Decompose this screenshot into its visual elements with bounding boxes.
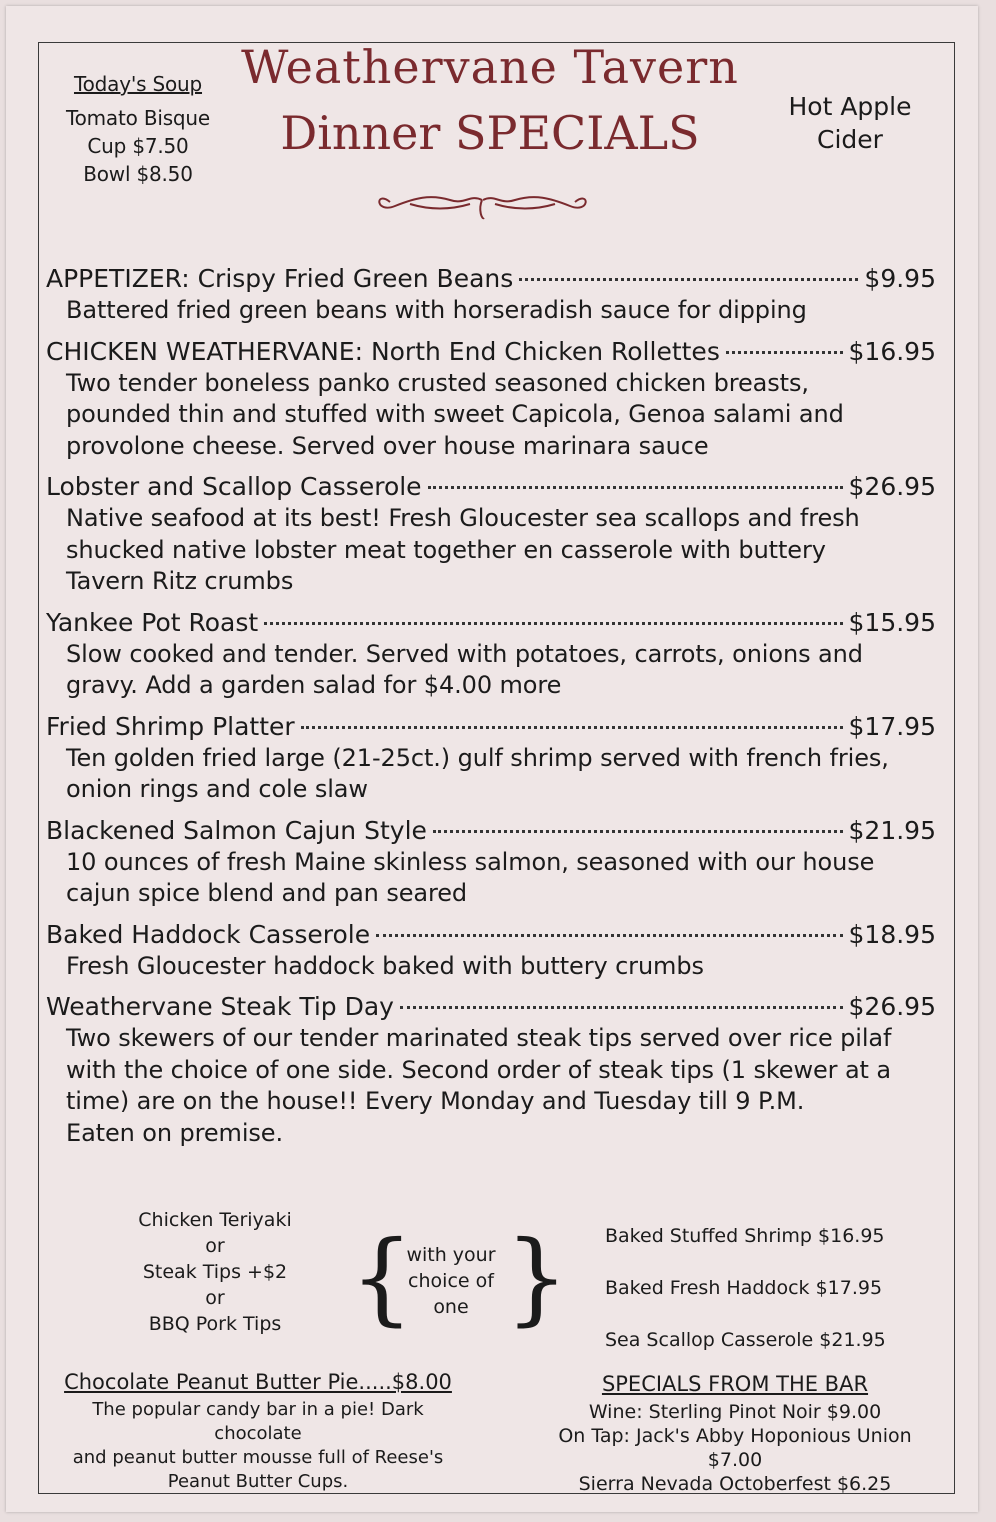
menu-item-description: with the choice of one side. Second order of steak tips (1 skewer at a [66,1055,892,1084]
menu-item-description: Tavern Ritz crumbs [66,567,294,595]
menu-item-price: $26.95 [848,472,936,501]
menu-item-name: Yankee Pot Roast [46,607,259,637]
dessert-desc-1: The popular candy bar in a pie! Dark chocolate [92,1399,424,1444]
dot-leader [376,934,842,937]
menu-item [46,470,936,598]
menu-item-description: Battered fried green beans with horseradish sauce for dipping [66,296,807,324]
seafood-option: Baked Stuffed Shrimp $16.95 [605,1225,885,1247]
menu-item-description: cajun spice blend and pan seared [66,879,468,907]
bar-line-3: Sierra Nevada Octoberfest $6.25 [578,1473,892,1495]
menu-item-row [46,335,936,368]
option-line: or [205,1287,225,1309]
dessert-special [48,1370,468,1494]
menu-item-row [46,262,936,295]
menu-item-description: pounded thin and stuffed with sweet Capicola, Genoa salami and [66,400,844,428]
soup-heading: Today's Soup [73,72,203,96]
menu-item-description: Ten golden fried large (21-25ct.) gulf shrimp served with french fries, [66,743,889,772]
drink-line-1: Hot Apple [788,92,912,121]
choice-note-line: choice of [408,1270,494,1292]
menu-item-name: APPETIZER: Crispy Fried Green Beans [46,264,514,293]
menu-item-price: $9.95 [864,264,936,293]
menu-item-description: Two skewers of our tender marinated steak tips served over rice pilaf [66,1024,892,1052]
restaurant-name: Weathervane Tavern [241,40,739,94]
menu-item-name: CHICKEN WEATHERVANE: North End Chicken Rollettes [46,336,720,366]
dot-leader [301,726,843,729]
menu-item-name: Weathervane Steak Tip Day [46,992,394,1021]
dessert-heading: Chocolate Peanut Butter Pie.....$8.00 [64,1370,452,1394]
menu-item-description: Native seafood at its best! Fresh Gloucester sea scallops and fresh [66,504,860,532]
menu-item-row [46,990,936,1023]
flourish-ornament-icon [370,180,595,225]
menu-item [46,814,936,910]
menu-item-description: Fresh Gloucester haddock baked with buttery crumbs [66,951,704,980]
menu-item-description: Slow cooked and tender. Served with potatoes, carrots, onions and [66,639,863,668]
dot-leader [428,486,843,489]
dessert-desc-3: Peanut Butter Cups. [167,1471,349,1492]
right-brace: } [505,1219,569,1336]
seafood-option: Sea Scallop Casserole $21.95 [605,1329,886,1351]
menu-item-name: Lobster and Scallop Casserole [46,472,422,501]
menu-item-name: Fried Shrimp Platter [46,711,295,741]
choice-note-line: with your [406,1244,496,1266]
menu-item-description: shucked native lobster meat together en casserole with buttery [66,535,826,564]
steak-tip-options [110,1207,320,1337]
menu-item [46,918,936,983]
menu-item [46,990,936,1149]
menu-item-row [46,606,936,639]
menu-item [46,606,936,702]
specials-list [46,262,936,1157]
menu-item-description: onion rings and cole slaw [66,775,368,803]
specials-heading: Dinner SPECIALS [280,106,700,160]
menu-item [46,335,936,463]
choice-note [395,1242,507,1320]
option-line: Chicken Teriyaki [138,1209,292,1231]
menu-item-price: $16.95 [848,336,936,366]
soup-bowl-price: Bowl $8.50 [83,162,193,186]
option-line: BBQ Pork Tips [148,1313,282,1335]
menu-item-description: time) are on the house!! Every Monday and Tuesday till 9 P.M. [66,1087,805,1115]
menu-item-price: $18.95 [848,919,936,949]
menu-item-name: Blackened Salmon Cajun Style [46,815,427,845]
seafood-option: Baked Fresh Haddock $17.95 [605,1277,883,1299]
dot-leader [726,351,843,354]
menu-item [46,710,936,806]
menu-title [230,36,750,168]
menu-item-description: Eaten on premise. [66,1118,283,1147]
menu-item-price: $26.95 [848,992,936,1021]
menu-item-description: gravy. Add a garden salad for $4.00 more [66,671,562,699]
seafood-options [585,1210,915,1366]
bar-line-1: Wine: Sterling Pinot Noir $9.00 [588,1401,882,1423]
left-brace: { [350,1219,414,1336]
menu-item-price: $17.95 [848,711,936,741]
menu-item-name: Baked Haddock Casserole [46,919,371,949]
menu-item-row [46,710,936,743]
soup-name: Tomato Bisque [65,106,210,130]
dot-leader [519,278,858,281]
choice-note-line: one [433,1296,469,1318]
dessert-desc-2: and peanut butter mousse full of Reese's [72,1447,444,1468]
dot-leader [433,830,843,833]
option-line: or [205,1235,225,1257]
option-line: Steak Tips +$2 [142,1261,288,1283]
drink-special [775,90,925,156]
menu-item-price: $15.95 [848,607,936,637]
dot-leader [400,1006,843,1009]
menu-item [46,262,936,327]
bar-specials [530,1372,940,1496]
menu-item-row [46,814,936,847]
soup-of-the-day [52,70,224,188]
bar-line-2: On Tap: Jack's Abby Hoponious Union $7.00 [558,1425,912,1471]
bar-heading: SPECIALS FROM THE BAR [601,1372,869,1396]
menu-item-description: Two tender boneless panko crusted seasoned chicken breasts, [66,368,809,397]
menu-item-row [46,470,936,503]
dot-leader [264,622,842,625]
menu-item-price: $21.95 [848,815,936,845]
soup-cup-price: Cup $7.50 [87,134,189,158]
drink-line-2: Cider [817,125,883,154]
menu-item-description: provolone cheese. Served over house marinara sauce [66,431,709,460]
menu-item-row [46,918,936,951]
menu-item-description: 10 ounces of fresh Maine skinless salmon, seasoned with our house [66,847,875,876]
